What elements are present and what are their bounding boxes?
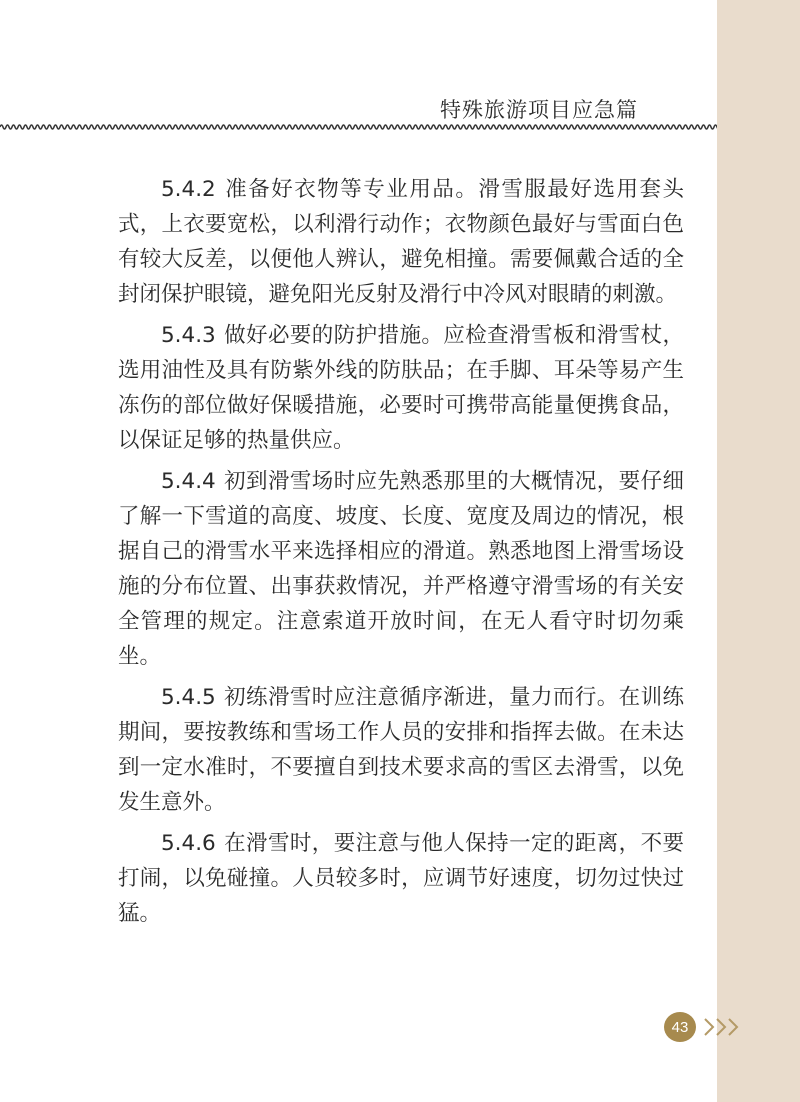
section-number: 5.4.5 <box>161 685 216 710</box>
paragraph-5-4-6 <box>118 826 684 931</box>
paragraph-5-4-5 <box>118 680 684 820</box>
paragraph-text: 初到滑雪场时应先熟悉那里的大概情况，要仔细了解一下雪道的高度、坡度、长度、宽度及周边的情况，根据自己的滑雪水平来选择相应的滑道。熟悉地图上滑雪场设施的分布位置、出事获救情况，并严格遵守滑雪场的有关安全管理的规定。注意索道开放时间，在无人看守时切勿乘坐。 <box>118 469 684 669</box>
paragraph-text: 做好必要的防护措施。应检查滑雪板和滑雪杖，选用油性及具有防紫外线的防肤品；在手脚、耳朵等易产生冻伤的部位做好保暖措施，必要时可携带高能量便携食品，以保证足够的热量供应。 <box>118 323 684 453</box>
header-wavy-rule <box>0 123 717 131</box>
chevron-right-icon <box>702 1015 742 1039</box>
page-footer <box>664 1010 742 1044</box>
section-number: 5.4.4 <box>161 469 216 494</box>
page-number-badge <box>664 1012 696 1042</box>
body-content <box>118 172 684 937</box>
side-strip <box>717 0 800 1102</box>
running-header-title: 特殊旅游项目应急篇 <box>440 98 638 122</box>
paragraph-text: 准备好衣物等专业用品。滑雪服最好选用套头式，上衣要宽松，以利滑行动作；衣物颜色最好与雪面白色有较大反差，以便他人辨认，避免相撞。需要佩戴合适的全封闭保护眼镜，避免阳光反射及滑行中冷风对眼睛的刺激。 <box>118 177 684 307</box>
section-number: 5.4.2 <box>161 177 216 202</box>
page-number: 43 <box>671 1018 689 1036</box>
paragraph-text: 在滑雪时，要注意与他人保持一定的距离，不要打闹，以免碰撞。人员较多时，应调节好速度，切勿过快过猛。 <box>118 831 684 926</box>
paragraph-5-4-2 <box>118 172 684 312</box>
section-number: 5.4.3 <box>161 323 216 348</box>
section-number: 5.4.6 <box>161 831 216 856</box>
paragraph-5-4-4 <box>118 464 684 674</box>
paragraph-5-4-3 <box>118 318 684 458</box>
paragraph-text: 初练滑雪时应注意循序渐进，量力而行。在训练期间，要按教练和雪场工作人员的安排和指挥去做。在未达到一定水准时，不要擅自到技术要求高的雪区去滑雪，以免发生意外。 <box>118 685 684 815</box>
